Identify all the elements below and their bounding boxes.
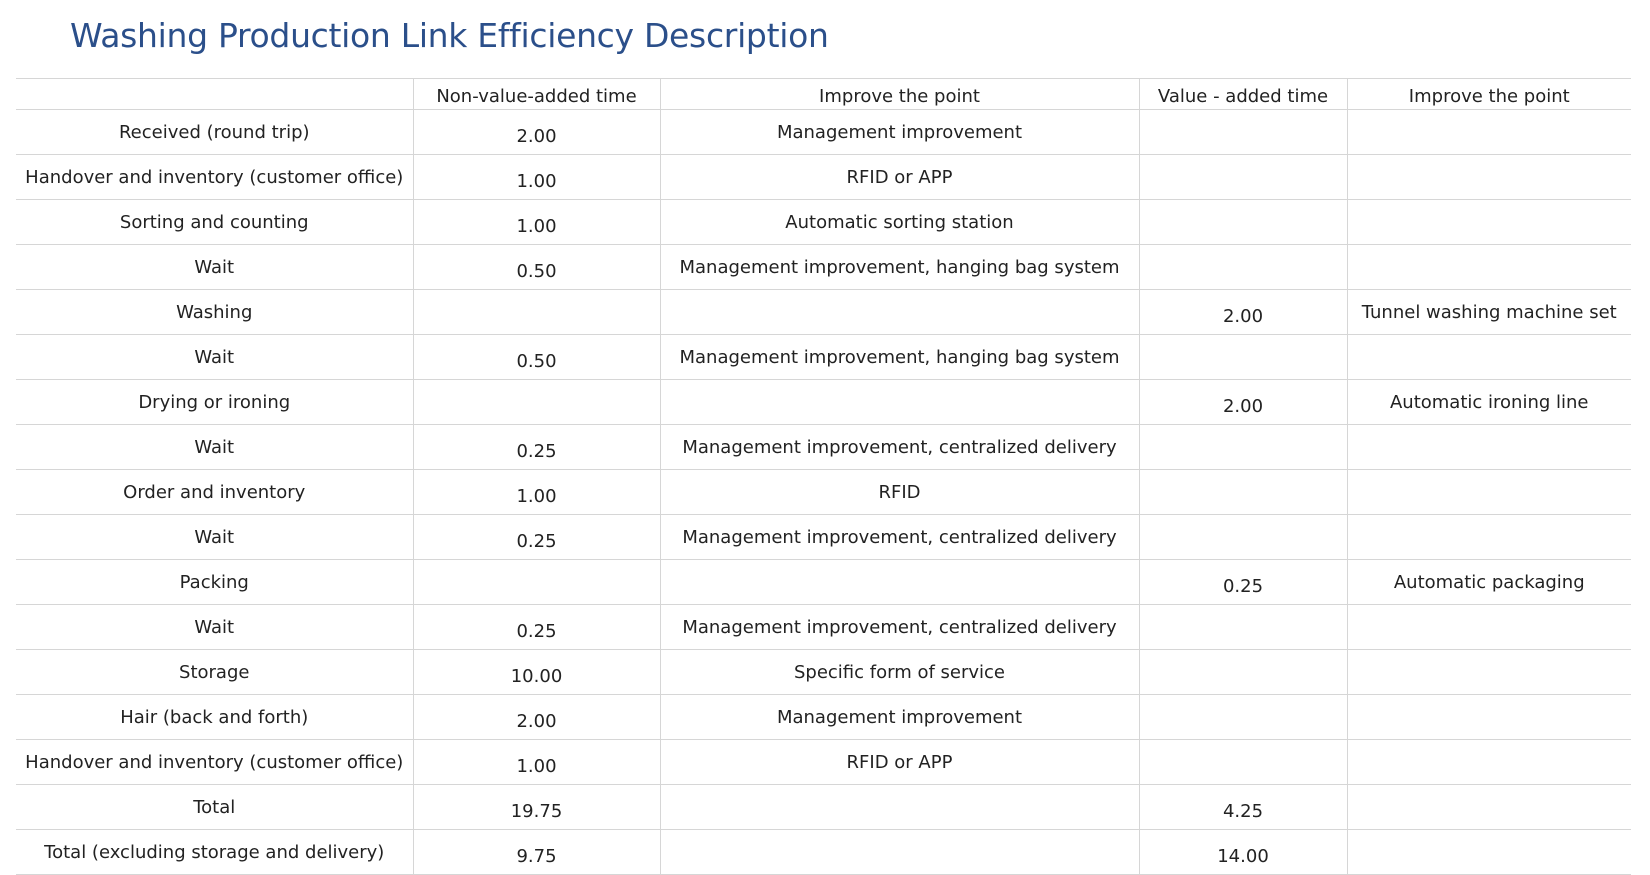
step-cell: Total (excluding storage and delivery) <box>16 830 413 875</box>
table-header <box>16 79 1631 110</box>
non-value-added-time-cell: 1.00 <box>413 155 660 200</box>
step-cell: Hair (back and forth) <box>16 695 413 740</box>
step-cell: Drying or ironing <box>16 380 413 425</box>
table-row <box>16 110 1631 155</box>
improve-point-cell <box>1347 200 1631 245</box>
efficiency-table <box>16 78 1631 875</box>
non-value-added-time-cell <box>413 560 660 605</box>
table-row <box>16 290 1631 335</box>
improve-point-cell <box>1347 830 1631 875</box>
improve-point-cell: Automatic sorting station <box>660 200 1139 245</box>
improve-point-cell <box>1347 605 1631 650</box>
step-cell: Wait <box>16 425 413 470</box>
table-row <box>16 785 1631 830</box>
header-improve-point-1: Improve the point <box>660 79 1139 110</box>
table-row <box>16 245 1631 290</box>
improve-point-cell <box>660 290 1139 335</box>
improve-point-cell: Specific form of service <box>660 650 1139 695</box>
value-added-time-cell <box>1139 425 1347 470</box>
efficiency-table-container <box>16 78 1631 875</box>
improve-point-cell <box>660 560 1139 605</box>
improve-point-cell <box>1347 695 1631 740</box>
step-cell: Wait <box>16 335 413 380</box>
improve-point-cell <box>1347 110 1631 155</box>
improve-point-cell <box>1347 335 1631 380</box>
value-added-time-cell: 0.25 <box>1139 560 1347 605</box>
non-value-added-time-cell: 0.25 <box>413 605 660 650</box>
value-added-time-cell <box>1139 515 1347 560</box>
header-improve-point-2: Improve the point <box>1347 79 1631 110</box>
improve-point-cell <box>1347 650 1631 695</box>
improve-point-cell <box>1347 245 1631 290</box>
improve-point-cell <box>660 380 1139 425</box>
value-added-time-cell: 4.25 <box>1139 785 1347 830</box>
improve-point-cell <box>1347 515 1631 560</box>
step-cell: Handover and inventory (customer office) <box>16 740 413 785</box>
non-value-added-time-cell <box>413 290 660 335</box>
table-row <box>16 830 1631 875</box>
improve-point-cell <box>1347 785 1631 830</box>
improve-point-cell <box>1347 425 1631 470</box>
improve-point-cell: Management improvement, hanging bag system <box>660 335 1139 380</box>
step-cell: Packing <box>16 560 413 605</box>
non-value-added-time-cell: 0.25 <box>413 515 660 560</box>
value-added-time-cell <box>1139 200 1347 245</box>
improve-point-cell <box>660 830 1139 875</box>
value-added-time-cell: 2.00 <box>1139 380 1347 425</box>
table-row <box>16 425 1631 470</box>
step-cell: Wait <box>16 605 413 650</box>
step-cell: Wait <box>16 245 413 290</box>
value-added-time-cell <box>1139 740 1347 785</box>
table-row <box>16 695 1631 740</box>
step-cell: Wait <box>16 515 413 560</box>
improve-point-cell: Management improvement, centralized delivery <box>660 425 1139 470</box>
improve-point-cell: Automatic packaging <box>1347 560 1631 605</box>
step-cell: Handover and inventory (customer office) <box>16 155 413 200</box>
value-added-time-cell <box>1139 605 1347 650</box>
improve-point-cell: Management improvement <box>660 110 1139 155</box>
improve-point-cell <box>660 785 1139 830</box>
table-row <box>16 200 1631 245</box>
value-added-time-cell <box>1139 110 1347 155</box>
header-value-added-time: Value - added time <box>1139 79 1347 110</box>
improve-point-cell: Management improvement, hanging bag system <box>660 245 1139 290</box>
table-row <box>16 560 1631 605</box>
improve-point-cell: RFID <box>660 470 1139 515</box>
improve-point-cell: Management improvement <box>660 695 1139 740</box>
step-cell: Received (round trip) <box>16 110 413 155</box>
table-row <box>16 155 1631 200</box>
improve-point-cell: RFID or APP <box>660 740 1139 785</box>
table-row <box>16 335 1631 380</box>
step-cell: Total <box>16 785 413 830</box>
non-value-added-time-cell: 9.75 <box>413 830 660 875</box>
non-value-added-time-cell: 1.00 <box>413 740 660 785</box>
non-value-added-time-cell: 0.50 <box>413 245 660 290</box>
header-step <box>16 79 413 110</box>
non-value-added-time-cell: 1.00 <box>413 470 660 515</box>
improve-point-cell: Management improvement, centralized delivery <box>660 515 1139 560</box>
improve-point-cell: Management improvement, centralized delivery <box>660 605 1139 650</box>
table-row <box>16 740 1631 785</box>
header-row <box>16 79 1631 110</box>
step-cell: Storage <box>16 650 413 695</box>
table-body <box>16 110 1631 875</box>
improve-point-cell: Tunnel washing machine set <box>1347 290 1631 335</box>
value-added-time-cell <box>1139 470 1347 515</box>
table-row <box>16 470 1631 515</box>
value-added-time-cell: 2.00 <box>1139 290 1347 335</box>
improve-point-cell <box>1347 740 1631 785</box>
non-value-added-time-cell: 0.50 <box>413 335 660 380</box>
improve-point-cell: RFID or APP <box>660 155 1139 200</box>
non-value-added-time-cell: 10.00 <box>413 650 660 695</box>
step-cell: Order and inventory <box>16 470 413 515</box>
page-title: Washing Production Link Efficiency Description <box>70 16 829 55</box>
value-added-time-cell <box>1139 695 1347 740</box>
non-value-added-time-cell: 2.00 <box>413 110 660 155</box>
value-added-time-cell <box>1139 245 1347 290</box>
header-non-value-added-time: Non-value-added time <box>413 79 660 110</box>
improve-point-cell <box>1347 470 1631 515</box>
table-row <box>16 650 1631 695</box>
table-row <box>16 380 1631 425</box>
table-row <box>16 515 1631 560</box>
value-added-time-cell <box>1139 335 1347 380</box>
value-added-time-cell <box>1139 650 1347 695</box>
non-value-added-time-cell <box>413 380 660 425</box>
table-row <box>16 605 1631 650</box>
non-value-added-time-cell: 2.00 <box>413 695 660 740</box>
value-added-time-cell: 14.00 <box>1139 830 1347 875</box>
non-value-added-time-cell: 19.75 <box>413 785 660 830</box>
non-value-added-time-cell: 0.25 <box>413 425 660 470</box>
step-cell: Washing <box>16 290 413 335</box>
step-cell: Sorting and counting <box>16 200 413 245</box>
improve-point-cell: Automatic ironing line <box>1347 380 1631 425</box>
improve-point-cell <box>1347 155 1631 200</box>
non-value-added-time-cell: 1.00 <box>413 200 660 245</box>
value-added-time-cell <box>1139 155 1347 200</box>
